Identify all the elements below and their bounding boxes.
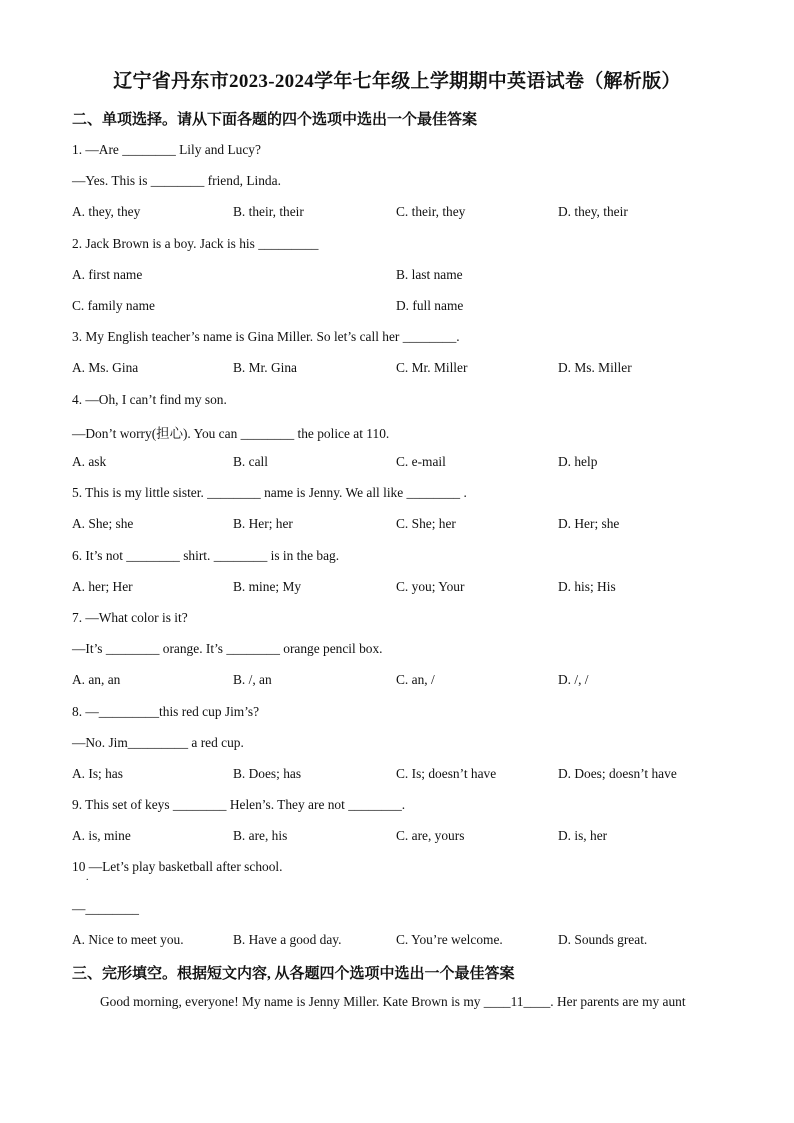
option-d: D. Her; she (558, 516, 620, 531)
option-b: B. last name (396, 267, 463, 282)
question-2-options-row-2 (72, 298, 772, 318)
question-4-options (72, 454, 772, 474)
option-c: C. you; Your (396, 579, 465, 594)
section-heading-cloze: 三、完形填空。根据短文内容, 从各题四个选项中选出一个最佳答案 (72, 966, 515, 982)
question-4-line-2: —Don’t worry(担心). You can ________ the police at 110. (72, 426, 390, 441)
option-b: B. their, their (233, 204, 304, 219)
option-d: D. Ms. Miller (558, 360, 632, 375)
question-7-line-2: —It’s ________ orange. It’s ________ orange pencil box. (72, 641, 383, 656)
question-2-options-row-1 (72, 267, 772, 287)
option-c: C. their, they (396, 204, 466, 219)
option-a: A. first name (72, 267, 143, 282)
option-a: A. they, they (72, 204, 141, 219)
question-7-line-1: 7. —What color is it? (72, 610, 188, 625)
question-2-line-1: 2. Jack Brown is a boy. Jack is his _________ (72, 236, 319, 251)
option-a: A. an, an (72, 672, 121, 687)
option-d: D. help (558, 454, 598, 469)
option-a: A. Nice to meet you. (72, 932, 184, 947)
option-d: D. Does; doesn’t have (558, 766, 677, 781)
option-d: D. his; His (558, 579, 616, 594)
option-c: C. an, / (396, 672, 435, 687)
question-5-line-1: 5. This is my little sister. ________ name is Jenny. We all like ________ . (72, 485, 467, 500)
option-c: C. e-mail (396, 454, 446, 469)
cloze-paragraph: Good morning, everyone! My name is Jenny Miller. Kate Brown is my ____11____. Her parents are my aunt (100, 994, 686, 1009)
option-b: B. Her; her (233, 516, 293, 531)
option-d: D. full name (396, 298, 464, 313)
question-4-line-1: 4. —Oh, I can’t find my son. (72, 392, 227, 407)
option-b: B. mine; My (233, 579, 302, 594)
option-d: D. Sounds great. (558, 932, 648, 947)
option-c: C. Is; doesn’t have (396, 766, 497, 781)
option-b: B. /, an (233, 672, 272, 687)
question-8-line-1: 8. —_________this red cup Jim’s? (72, 704, 260, 719)
question-10-options (72, 932, 772, 952)
option-b: B. call (233, 454, 268, 469)
option-a: A. Ms. Gina (72, 360, 139, 375)
question-6-line-1: 6. It’s not ________ shirt. ________ is in the bag. (72, 548, 340, 563)
option-b: B. Mr. Gina (233, 360, 297, 375)
option-a: A. She; she (72, 516, 134, 531)
question-8-line-2: —No. Jim_________ a red cup. (72, 735, 244, 750)
option-c: C. Mr. Miller (396, 360, 468, 375)
option-a: A. is, mine (72, 828, 131, 843)
question-9-line-1: 9. This set of keys ________ Helen’s. They are not ________. (72, 797, 406, 812)
option-a: A. Is; has (72, 766, 123, 781)
question-3-line-1: 3. My English teacher’s name is Gina Miller. So let’s call her ________. (72, 329, 460, 344)
question-9-options (72, 828, 772, 848)
question-1-options (72, 204, 772, 224)
option-a: A. her; Her (72, 579, 133, 594)
question-1-line-2: —Yes. This is ________ friend, Linda. (72, 173, 281, 188)
section-heading-single-choice: 二、单项选择。请从下面各题的四个选项中选出一个最佳答案 (72, 112, 478, 128)
option-c: C. You’re welcome. (396, 932, 503, 947)
option-a: A. ask (72, 454, 107, 469)
stray-dot-mark: . (86, 872, 89, 883)
option-d: D. is, her (558, 828, 608, 843)
option-b: B. are, his (233, 828, 288, 843)
option-d: D. they, their (558, 204, 628, 219)
page-title: 辽宁省丹东市2023-2024学年七年级上学期期中英语试卷（解析版） (113, 71, 681, 92)
question-3-options (72, 360, 772, 380)
option-d: D. /, / (558, 672, 589, 687)
option-c: C. family name (72, 298, 155, 313)
option-c: C. She; her (396, 516, 456, 531)
question-7-options (72, 672, 772, 692)
question-1-line-1: 1. —Are ________ Lily and Lucy? (72, 142, 261, 157)
question-10-line-2: —________ (72, 901, 139, 916)
question-5-options (72, 516, 772, 536)
question-8-options (72, 766, 772, 786)
question-6-options (72, 579, 772, 599)
question-10-line-1: 10 —Let’s play basketball after school. (72, 859, 283, 874)
option-b: B. Does; has (233, 766, 302, 781)
option-c: C. are, yours (396, 828, 465, 843)
option-b: B. Have a good day. (233, 932, 342, 947)
